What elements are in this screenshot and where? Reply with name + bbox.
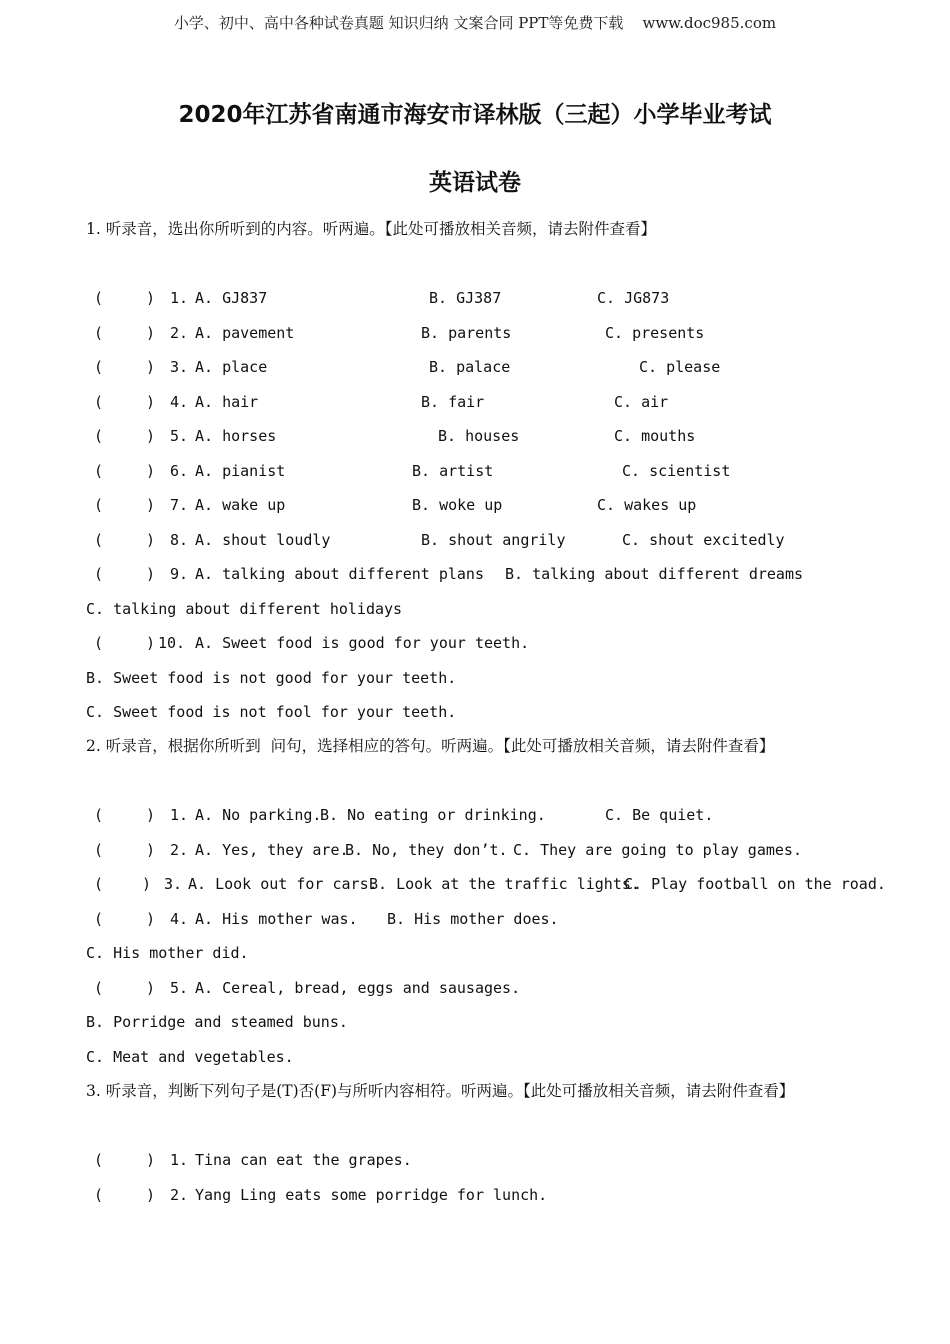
question-number: 7. — [170, 496, 189, 514]
option-c: C. shout excitedly — [622, 531, 785, 549]
option-c: C. presents — [605, 324, 705, 342]
option-b: B. artist — [412, 462, 494, 480]
option-c: C. Meat and vegetables. — [86, 1048, 294, 1066]
answer-bracket-close: ) — [146, 841, 156, 859]
question-number: 2. — [170, 1186, 189, 1204]
option-a: A. horses — [195, 427, 277, 445]
answer-bracket-open: ( — [94, 496, 104, 514]
option-c: C. wakes up — [597, 496, 697, 514]
option-b: B. palace — [429, 358, 511, 376]
answer-bracket-open: ( — [94, 565, 104, 583]
option-a: A. Look out for cars. — [188, 875, 378, 893]
option-b: B. talking about different dreams — [505, 565, 804, 583]
option-c: C. Sweet food is not fool for your teeth. — [86, 703, 457, 721]
option-c: C. His mother did. — [86, 944, 249, 962]
answer-bracket-close: ) — [146, 1186, 156, 1204]
answer-bracket-close: ) — [146, 289, 156, 307]
answer-bracket-open: ( — [94, 841, 104, 859]
option-b: B. shout angrily — [421, 531, 566, 549]
answer-bracket-close: ) — [146, 910, 156, 928]
option-c: C. They are going to play games. — [513, 841, 802, 859]
option-c: C. please — [639, 358, 721, 376]
option-b: B. His mother does. — [387, 910, 559, 928]
answer-bracket-open: ( — [94, 462, 104, 480]
option-b: B. Sweet food is not good for your teeth. — [86, 669, 457, 687]
answer-bracket-open: ( — [94, 1186, 104, 1204]
answer-bracket-open: ( — [94, 427, 104, 445]
option-b: B. houses — [438, 427, 520, 445]
section-heading: 2. 听录音，根据你所听到 问句，选择相应的答句。听两遍。【此处可播放相关音频，请去附件查看】 — [86, 737, 775, 755]
option-a: A. wake up — [195, 496, 286, 514]
answer-bracket-open: ( — [94, 1151, 104, 1169]
question-number: 1. — [170, 1151, 189, 1169]
question-number: 3. — [170, 358, 189, 376]
option-a: A. Cereal, bread, eggs and sausages. — [195, 979, 521, 997]
answer-bracket-open: ( — [94, 634, 104, 652]
answer-bracket-close: ) — [146, 634, 156, 652]
statement-text: Tina can eat the grapes. — [195, 1151, 412, 1169]
question-number: 4. — [170, 393, 189, 411]
answer-bracket-open: ( — [94, 324, 104, 342]
question-number: 5. — [170, 427, 189, 445]
answer-bracket-open: ( — [94, 531, 104, 549]
answer-bracket-close: ) — [146, 358, 156, 376]
option-a: A. GJ837 — [195, 289, 268, 307]
answer-bracket-open: ( — [94, 979, 104, 997]
statement-text: Yang Ling eats some porridge for lunch. — [195, 1186, 548, 1204]
question-number: 1. — [170, 806, 189, 824]
answer-bracket-close: ) — [146, 1151, 156, 1169]
answer-bracket-close: ) — [146, 565, 156, 583]
answer-bracket-open: ( — [94, 289, 104, 307]
question-number: 8. — [170, 531, 189, 549]
answer-bracket-open: ( — [94, 358, 104, 376]
section-heading: 1. 听录音，选出你所听到的内容。听两遍。【此处可播放相关音频，请去附件查看】 — [86, 220, 656, 238]
question-number: 4. — [170, 910, 189, 928]
page-header: 小学、初中、高中各种试卷真题 知识归纳 文案合同 PPT等免费下载 www.doc985.com — [173, 14, 777, 32]
option-b: B. woke up — [412, 496, 503, 514]
option-b: B. Look at the traffic lights. — [369, 875, 640, 893]
option-b: B. GJ387 — [429, 289, 502, 307]
question-number: 10. — [158, 634, 186, 652]
section-heading: 3. 听录音，判断下列句子是(T)否(F)与所听内容相符。听两遍。【此处可播放相关音频，请去附件查看】 — [86, 1082, 795, 1100]
option-c: C. JG873 — [597, 289, 670, 307]
answer-bracket-close: ) — [146, 531, 156, 549]
answer-bracket-open: ( — [94, 910, 104, 928]
option-a: A. His mother was. — [195, 910, 358, 928]
option-c: C. talking about different holidays — [86, 600, 403, 618]
answer-bracket-close: ) — [146, 324, 156, 342]
option-a: A. Yes, they are. — [195, 841, 349, 859]
option-a: A. hair — [195, 393, 259, 411]
option-b: B. No eating or drinking. — [320, 806, 546, 824]
answer-bracket-close: ) — [146, 427, 156, 445]
option-a: A. pavement — [195, 324, 295, 342]
question-number: 1. — [170, 289, 189, 307]
answer-bracket-close: ) — [146, 979, 156, 997]
answer-bracket-close: ) — [146, 496, 156, 514]
answer-bracket-close: ) — [146, 393, 156, 411]
question-number: 6. — [170, 462, 189, 480]
question-number: 3. — [164, 875, 183, 893]
page-subtitle: 英语试卷 — [429, 170, 521, 196]
question-number: 2. — [170, 324, 189, 342]
answer-bracket-open: ( — [94, 393, 104, 411]
option-b: B. fair — [421, 393, 485, 411]
answer-bracket-open: ( — [94, 875, 104, 893]
option-a: A. talking about different plans — [195, 565, 484, 583]
page-title: 2020年江苏省南通市海安市译林版（三起）小学毕业考试 — [178, 102, 772, 128]
option-b: B. No, they don’t. — [345, 841, 508, 859]
answer-bracket-open: ( — [94, 806, 104, 824]
option-c: C. Play football on the road. — [624, 875, 886, 893]
option-a: A. place — [195, 358, 268, 376]
option-b: B. Porridge and steamed buns. — [86, 1013, 348, 1031]
option-c: C. mouths — [614, 427, 696, 445]
option-c: C. air — [614, 393, 669, 411]
answer-bracket-close: ) — [146, 462, 156, 480]
option-a: A. Sweet food is good for your teeth. — [195, 634, 530, 652]
option-c: C. Be quiet. — [605, 806, 714, 824]
option-a: A. shout loudly — [195, 531, 331, 549]
question-number: 5. — [170, 979, 189, 997]
option-c: C. scientist — [622, 462, 731, 480]
option-b: B. parents — [421, 324, 512, 342]
question-number: 2. — [170, 841, 189, 859]
question-number: 9. — [170, 565, 189, 583]
answer-bracket-close: ) — [142, 875, 152, 893]
answer-bracket-close: ) — [146, 806, 156, 824]
option-a: A. No parking. — [195, 806, 322, 824]
option-a: A. pianist — [195, 462, 286, 480]
